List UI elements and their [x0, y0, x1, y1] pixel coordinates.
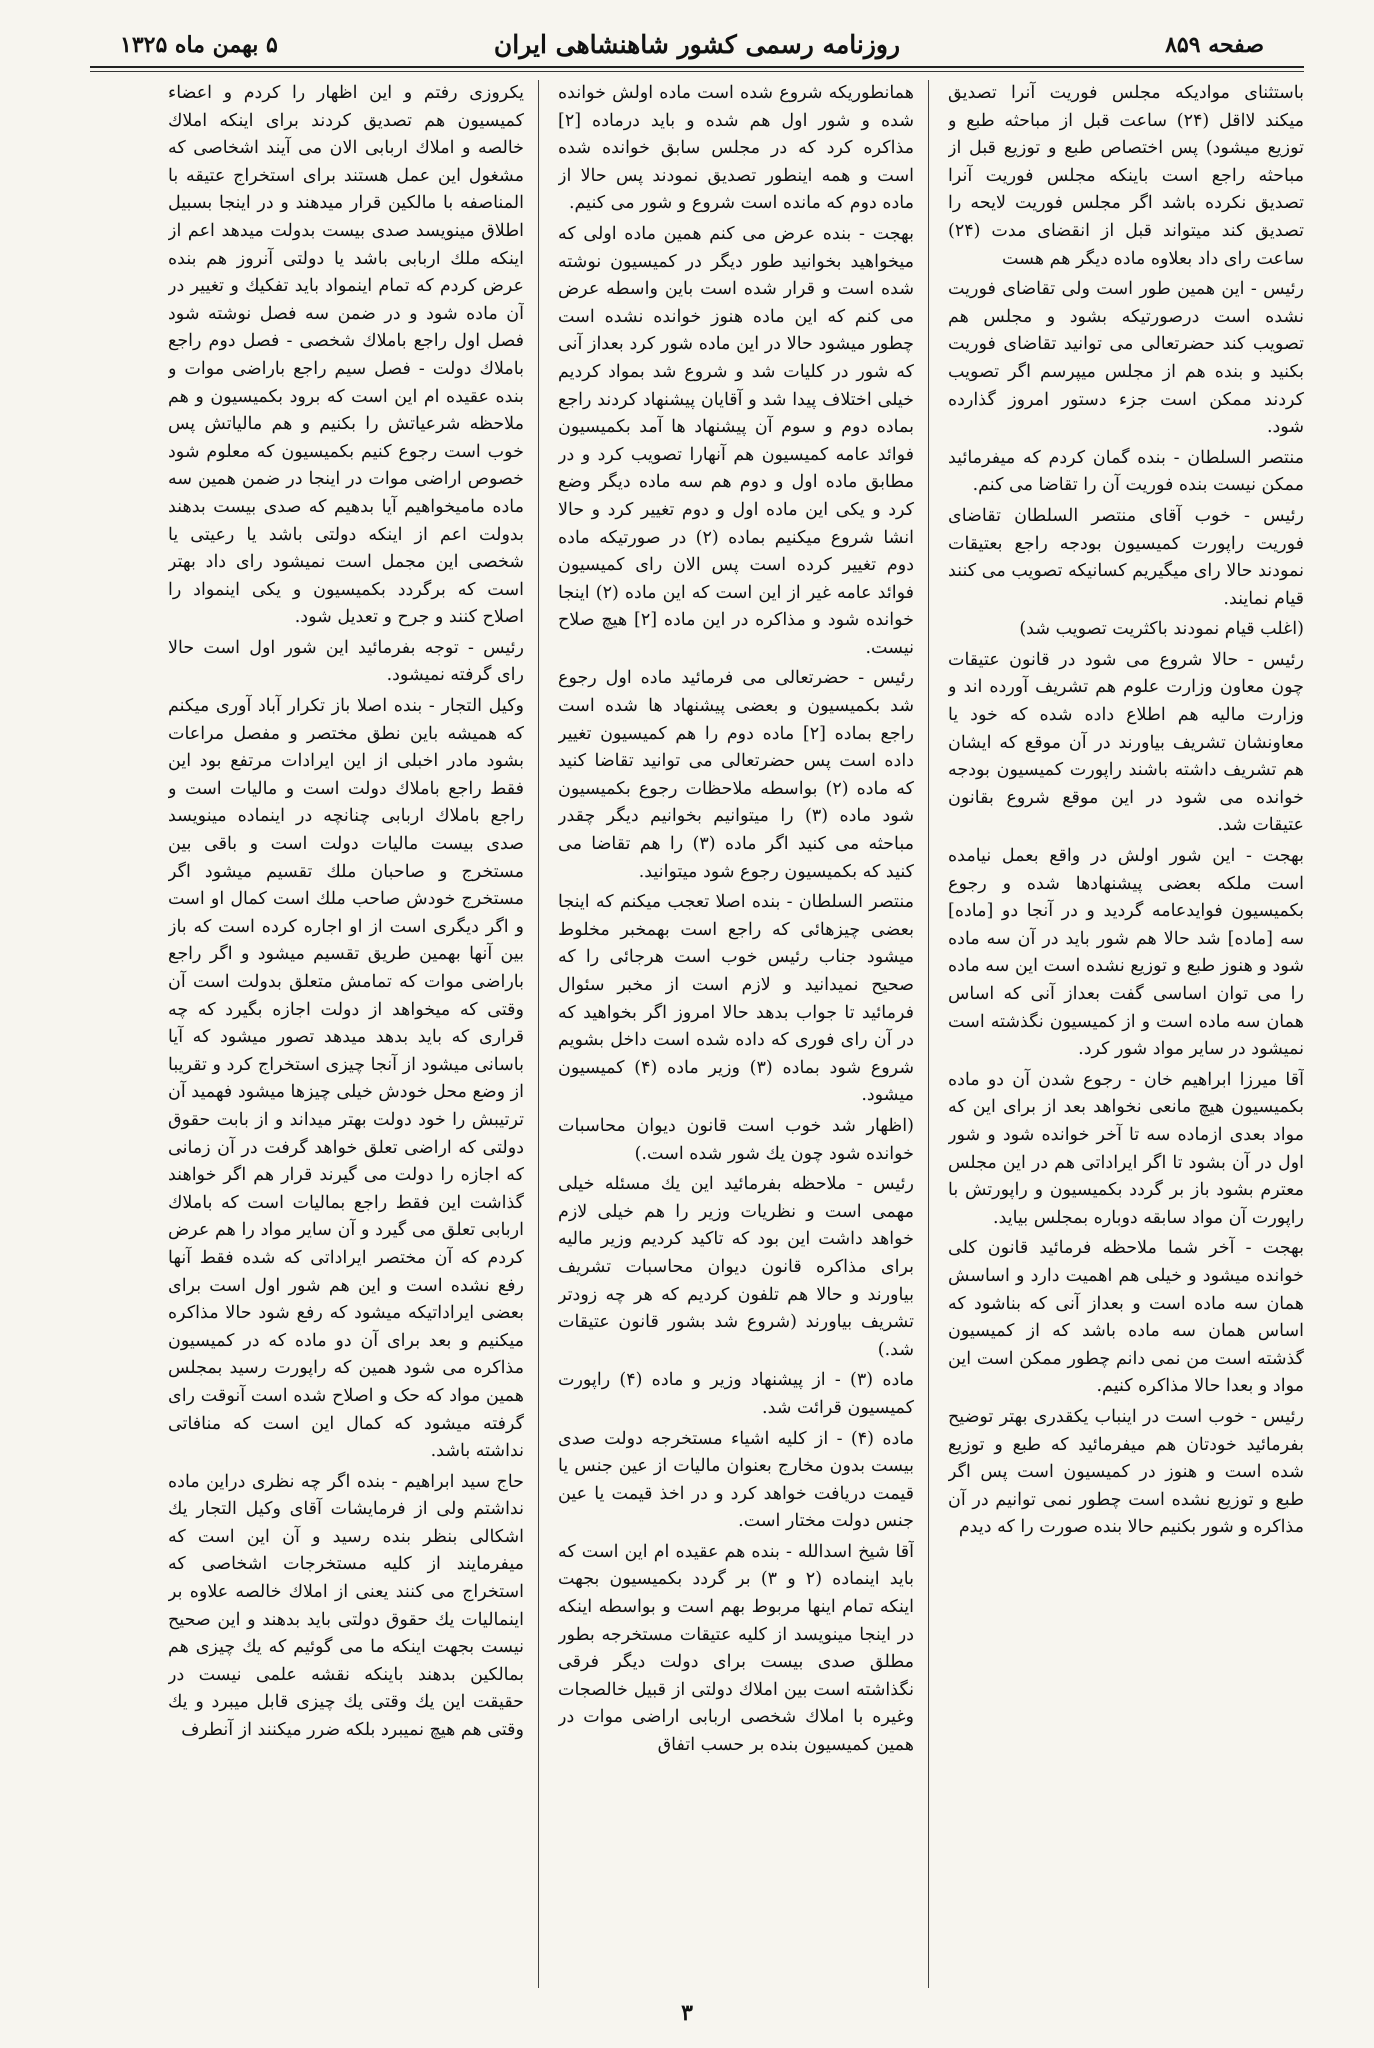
page-number: صفحه ۸۵۹ [1165, 32, 1264, 58]
paragraph: منتصر السلطان - بنده گمان کردم که میفرمائید ممکن نیست بنده فوریت آن را تقاضا می کنم. [948, 447, 1304, 496]
paragraph: رئیس - ملاحظه بفرمائید این یك مسئله خیلی مهمی است و نظریات وزیر را هم خیلی لازم خواهد داشت این بود که تاکید کردیم وزیر مالیه برای مذاکره قانون دیوان محاسبات تشریف بیاورند و حالا هم تلفون کردیم که هر چه زودتر تشریف بیاورند (شروع شد بشور قانون عتیقات شد.) [558, 1174, 914, 1360]
paragraph: یکروزی رفتم و این اظهار را کردم و اعضاء کمیسیون هم تصدیق کردند برای اینکه املاك خالصه و املاك اربابی الان می آیند اشخاصی که مشغول این عمل هستند برای استخراج عتیقه با المناصفه با مالکین قرار میدهند و در اینجا بسبیل اطلاق مینویسد صدی بیست بدولت میدهد اعم از اینکه ملك اربابی باشد یا دولتی آنروز هم بنده عرض کردم که تمام اینمواد باید تفکیك و تغییر در آن ماده شود و در ضمن سه فصل نوشته شود فصل اول راجع باملاك شخصی - فصل دوم راجع باملاك دولت - فصل سیم راجع باراضی موات و بنده عقیده ام این است که برود بکمیسیون و هم ملاحظه شرعیاتش را بکنیم و هم مالیاتش پس خوب است رجوع کنیم بکمیسیون که معلوم شود خصوص اراضی موات در اینجا در ضمن همین سه ماده مامیخواهیم آیا بدهیم که صدی بیست بدهند بدولت اعم از اینکه دولتی باشد یا رعیتی یا شخصی این مجمل است نمیشود رای داد بهتر است که برگردد بکمیسیون و یکی اینمواد را اصلاح کنند و جرح و تعدیل شود. [168, 83, 524, 628]
paragraph: (اغلب قیام نمودند باکثریت تصویب شد) [1019, 619, 1304, 640]
paragraph: باستثنای موادیکه مجلس فوریت آنرا تصدیق میکند لااقل (۲۴) ساعت قبل از مباحثه طبع و توزیع میشود) پس اختصاص طبع و توزیع قبل از مباحثه راجع است باینکه مجلس فوریت آنرا تصدیق نکرده باشد اگر مجلس فوریت لایحه را تصدیق کند میتواند قبل از انقضای مدت (۲۴) ساعت رای داد بعلاوه ماده دیگر هم هست [948, 83, 1304, 269]
column-middle [558, 80, 914, 1988]
paragraph: بهجت - بنده عرض می کنم همین ماده اولی که میخواهید بخوانید طور دیگر در کمیسیون نوشته شده است و قرار شده است باین واسطه عرض می کنم که این ماده هنوز خوانده نشده است چطور میشود حالا در این ماده شور کرد بعداز آنی که شور در کلیات شد و شروع شد بمواد کردیم خیلی اختلاف پیدا شد و آقایان پیشنهاد کردند راجع بماده دوم و سوم آن پیشنهاد ها آمد بکمیسیون فوائد عامه کمیسیون هم آنهارا تصویب کرد و در مطابق ماده اول و دوم هم سه ماده دیگر وضع کرد و یکی این ماده اول و دوم تغییر کرد و حالا انشا شروع میکنیم بماده (۲) در صورتیکه ماده دوم تغییر کرده است پس الان رای کمیسیون فوائد عامه غیر از این است که این ماده (۲) اینجا خوانده شود و مذاکره در این ماده [۲] هیچ صلاح نیست. [558, 223, 914, 658]
column-divider [538, 80, 539, 1988]
paragraph: رئیس - حالا شروع می شود در قانون عتیقات چون معاون وزارت علوم هم تشریف آورده اند و وزارت مالیه هم اطلاع داده شده که خود یا معاونشان تشریف بیاورند در آن موقع که ایشان هم تشریف داشته باشند راپورت کمیسیون بودجه خوانده می شود در این موقع شروع بقانون عتیقات شد. [948, 649, 1304, 836]
column-right [948, 80, 1304, 1988]
footer-page-index: ۳ [681, 2000, 693, 2026]
paragraph: منتصر السلطان - بنده اصلا تعجب میکنم که اینجا بعضی چیزهائی که راجع است بهمخبر مخلوط میشود جناب رئیس خوب است هرجائی را که صحیح نمیدانید و لازم است از مخبر سئوال فرمائید تا جواب بدهد حالا امروز اگر بخواهید که در آن رای فوری که داده شده است داخل بشویم شروع شود بماده (۳) وزیر ماده (۴) کمیسیون میشود. [558, 892, 914, 1106]
paragraph: وکیل التجار - بنده اصلا باز تکرار آباد آوری میکنم که همیشه باین نطق مختصر و مفصل مراعات بشود مادر اخبلی از این ایرادات مرتفع بود این فقط راجع باملاك دولت است و مالیات است و راجع باملاك اربابی چنانچه در اینماده مینویسد صدی بیست مالیات دولت است و باقی بین مستخرج و صاحبان ملك تقسیم میشود اگر مستخرج خودش صاحب ملك است کمال او است و اگر دیگری است از او اجاره کرده است که باز بین آنها بهمین طریق تقسیم میشود و اگر راجع باراضی موات که تمامش متعلق بدولت است آن وقتی که میخواهد از دولت اجازه بگیرد که چه قراری که باید بدهد میدهد تصور میشود که آیا باسانی میشود از آنجا چیزی استخراج کرد و تقریبا از وضع محل خودش خیلی چیزها میشود فهمید آن ترتیبش را خود دولت بهتر میداند و از بابت حقوق دولتی که اراضی تعلق خواهد گرفت در آن زمانی که اجازه را دولت می گیرند قرار هم اگر خواهند گذاشت این فقط راجع بمالیات است که باملاك اربابی تعلق می گیرد و آن سایر مواد را هم عرض کردم که آن مختصر ایراداتی که شده فقط آنها رفع نشده است و این هم شور اول است برای بعضی ایراداتیکه میشود که رفع شود حالا مذاکره میکنیم و بعد برای آن دو ماده که در کمیسیون مذاکره می شود همین که راپورت رسید بمجلس همین مواد که حک و اصلاح شده است آنوقت رای گرفته میشود که کمال این است که منافاتی نداشته باشد. [168, 696, 524, 1462]
paragraph: ماده (۴) - از کلیه اشیاء مستخرجه دولت صدی بیست بدون مخارج بعنوان مالیات از عین جنس یا قیمت دریافت خواهد کرد و در اخذ قیمت یا عین جنس دولت مختار است. [558, 1428, 914, 1532]
paragraph: بهجت - آخر شما ملاحظه فرمائید قانون کلی خوانده میشود و خیلی هم اهمیت دارد و اساسش همان سه ماده است و بعداز آنی که بناشود که اساس همان سه ماده باشد که از کمیسیون گذشته است من نمی دانم چطور ممکن است این مواد و بعدا حالا مذاکره کنیم. [948, 1238, 1304, 1397]
header-divider [90, 71, 1304, 72]
paragraph: آقا میرزا ابراهیم خان - رجوع شدن آن دو ماده بکمیسیون هیچ مانعی نخواهد بعد از برای این که مواد بعدی ازماده سه تا آخر خوانده شود و شور اول در آن بشود تا اگر ایراداتی هم در این مجلس معترم بشود باز بر گردد بکمیسیون و راپورتش با راپورت آن مواد سابقه دوباره بمجلس بیاید. [948, 1069, 1304, 1228]
paragraph: بهجت - این شور اولش در واقع بعمل نیامده است ملکه بعضی پیشنهادها شده و رجوع بکمیسیون فوایدعامه گردید و در آنجا دو [ماده] سه [ماده] شد حالا هم شور باید در آن سه ماده شود و هنوز طبع و توزیع نشده است این سه ماده را می توان اساسی گفت بعداز آنی که اساس همان سه ماده است و از کمیسیون نگذشته است نمیشود در سایر مواد شور کرد. [948, 846, 1304, 1060]
issue-date: ۵ بهمن ماه ۱۳۲۵ [120, 32, 278, 58]
paragraph: حاج سید ابراهیم - بنده اگر چه نظری دراین ماده نداشتم ولی از فرمایشات آقای وکیل التجار یك اشکالی بنظر بنده رسید و آن این است که میفرمایند از کلیه مستخرجات اشخاصی که استخراج می کنند یعنی از املاك خالصه علاوه بر اینمالیات یك حقوق دولتی باید بدهند و این صحیح نیست بجهت اینکه ما می گوئیم که یك چیزی هم بمالکین بدهند باینکه نقشه علمی نیست در حقیقت این یك وقتی یك چیزی قابل میبرد و یك وقتی هم هیچ نمیبرد بلکه ضرر میکنند از آنطرف [168, 1471, 524, 1741]
paragraph: رئیس - خوب است در اینباب یکقدری بهتر توضیح بفرمائید خودتان هم میفرمائید که طبع و توزیع شده است و هنوز در کمیسیون است پس اگر طبع و توزیع نشده است چطور نمی توانیم در آن مذاکره و شور بکنیم حالا بنده صورت را که دیدم [948, 1406, 1304, 1538]
paragraph: ماده (۳) - از پیشنهاد وزیر و ماده (۴) راپورت کمیسیون قرائت شد. [558, 1370, 914, 1418]
column-divider [928, 80, 929, 1988]
paragraph: رئیس - حضرتعالی می فرمائید ماده اول رجوع شد بکمیسیون و بعضی پیشنهاد ها شده است راجع بماده [۲] ماده دوم را هم کمیسیون تغییر داده است پس حضرتعالی می توانید تقاضا کنید که ماده (۲) بواسطه ملاحظات رجوع بکمیسیون شود ماده (۳) را میتوانیم بخوانیم دیگر چقدر مباحثه می کنید اگر ماده (۳) را هم تقاضا می کنید که بکمیسیون رجوع شود میتوانید. [558, 668, 914, 882]
paragraph: آقا شیخ اسدالله - بنده هم عقیده ام این است که باید اینماده (۲ و ۳) بر گردد بکمیسیون بجهت اینکه تمام اینها مربوط بهم است و بواسطه اینکه در اینجا مینویسد از کلیه عتیقات مستخرجه بطور مطلق صدی بیست برای دولت دیگر فرقی نگذاشته است بین املاك دولتی از قبیل خالصجات وغیره با املاك شخصی اربابی اراضی موات در همین کمیسیون بنده بر حسب اتفاق [558, 1541, 914, 1756]
page-header [90, 28, 1304, 68]
paragraph: همانطوریکه شروع شده است ماده اولش خوانده شده و شور اول هم شده و باید درماده [۲] مذاکره کرد که در مجلس سابق خوانده شده است و همه اینطور تصدیق نمودند پس حالا از ماده دوم که مانده است شروع و شور می کنیم. [558, 83, 914, 214]
newspaper-title: روزنامه رسمی کشور شاهنشاهی ایران [493, 30, 901, 59]
paragraph: رئیس - خوب آقای منتصر السلطان تقاضای فوریت راپورت کمیسیون بودجه راجع بعتیقات نمودند حالا رای میگیریم کسانیکه تصویب می کنند قیام نمایند. [948, 505, 1304, 609]
column-left [168, 80, 524, 1988]
paragraph: (اظهار شد خوب است قانون دیوان محاسبات خوانده شود چون یك شور شده است.) [558, 1115, 914, 1164]
text-columns [100, 80, 1314, 1988]
paragraph: رئیس - این همین طور است ولی تقاضای فوریت نشده است درصورتیکه بشود و مجلس هم تصویب کند حضرتعالی می توانید تقاضای فوریت بکنید و بنده هم از مجلس میپرسم اگر تصویب کردند ممکن است جزء دستور امروز گذارده شود. [948, 279, 1304, 438]
paragraph: رئیس - توجه بفرمائید این شور اول است حالا رای گرفته نمیشود. [168, 637, 524, 686]
